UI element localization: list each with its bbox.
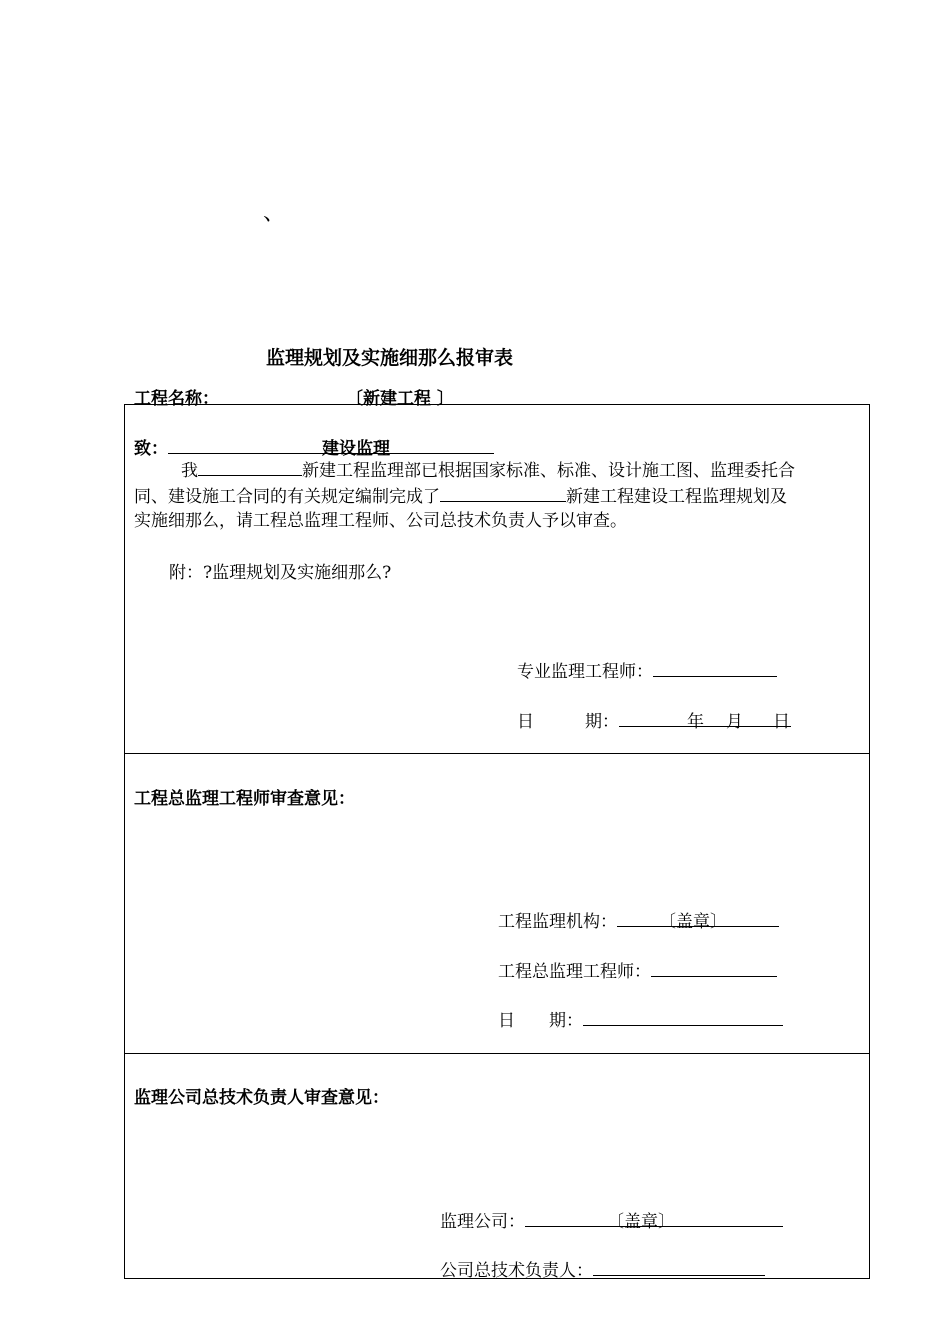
engineer-blank <box>653 657 777 677</box>
paragraph-line-2 <box>134 482 787 510</box>
para-start: 我 <box>181 461 198 481</box>
to-label: 致： <box>134 439 168 459</box>
to-value: 建设监理 <box>322 439 390 459</box>
company-blank <box>525 1207 783 1232</box>
company-line <box>440 1207 783 1232</box>
para-b: 同、建设施工合同的有关规定编制完成了 <box>134 487 440 507</box>
para-c: 新建工程建设工程监理规划及 <box>566 487 787 507</box>
attachment: 附：?监理规划及实施细那么? <box>169 563 392 583</box>
date-year: 年 <box>687 712 704 732</box>
to-blank <box>168 434 494 459</box>
blank-project <box>440 482 566 502</box>
project-name-label: 工程名称： <box>134 389 219 409</box>
org-label: 工程监理机构： <box>498 912 617 932</box>
date-label-1: 日 期： <box>517 712 619 732</box>
date-month: 月 <box>726 712 743 732</box>
chief-blank <box>651 957 777 977</box>
paragraph-line-1 <box>181 456 795 484</box>
date-line-2 <box>498 1006 783 1031</box>
engineer-line <box>517 657 777 682</box>
form-table <box>124 404 870 1279</box>
chief-label: 工程总监理工程师： <box>498 962 651 982</box>
org-stamp: 〔盖章〕 <box>659 912 727 932</box>
page-title: 监理规划及实施细那么报审表 <box>266 347 514 369</box>
divider-2 <box>124 1053 870 1054</box>
tech-line <box>440 1256 765 1281</box>
tech-blank <box>593 1256 765 1276</box>
company-stamp: 〔盖章〕 <box>607 1212 675 1232</box>
date-day: 日 <box>773 712 790 732</box>
mark: 、 <box>263 201 286 226</box>
company-label: 监理公司： <box>440 1212 525 1232</box>
para-d: 实施细那么，请工程总监理工程师、公司总技术负责人予以审查。 <box>134 511 627 531</box>
para-a: 新建工程监理部已根据国家标准、标准、设计施工图、监理委托合 <box>302 461 795 481</box>
org-line <box>498 907 779 932</box>
paragraph-line-3 <box>134 508 627 534</box>
tech-review-heading: 监理公司总技术负责人审查意见： <box>134 1088 389 1108</box>
org-blank <box>617 907 779 932</box>
date-label-2: 日 期： <box>498 1011 583 1031</box>
project-name-value: 〔新建工程 〕 <box>346 389 454 409</box>
date-blank-2 <box>583 1006 783 1026</box>
engineer-label: 专业监理工程师： <box>517 662 653 682</box>
date-blank-1 <box>619 707 791 732</box>
tech-label: 公司总技术负责人： <box>440 1261 593 1281</box>
blank-dept <box>198 456 302 476</box>
date-line-1 <box>517 707 791 732</box>
divider-1 <box>124 753 870 754</box>
chief-line <box>498 957 777 982</box>
chief-review-heading: 工程总监理工程师审查意见： <box>134 789 355 809</box>
